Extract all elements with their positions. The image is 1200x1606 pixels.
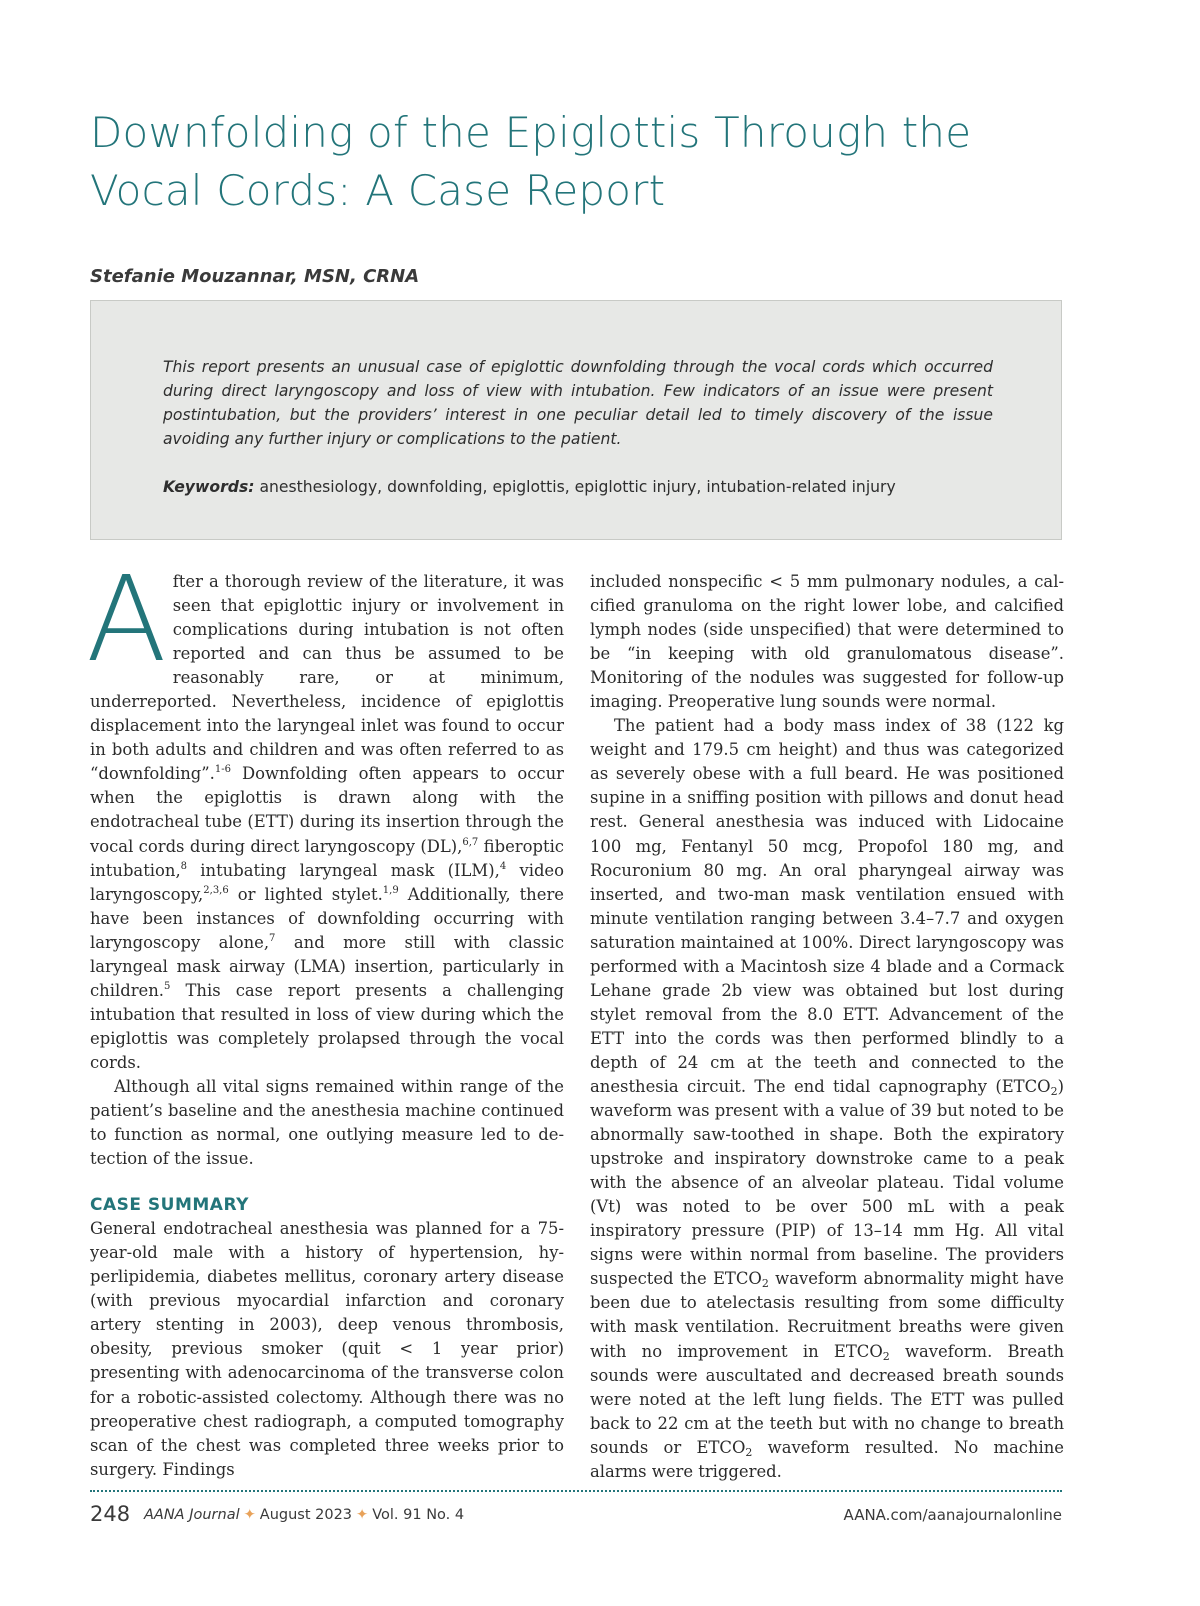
text-run: fiberoptic intubation, <box>90 836 564 880</box>
text-run: intubating laryngeal mask (ILM), <box>187 860 500 880</box>
citation-ref: 5 <box>164 980 171 992</box>
citation-ref: 7 <box>269 932 276 944</box>
text-run: The patient had a body mass index of 38 (122 kg weight and 179.5 cm height) and thus was categorized as severely obese with a full beard. He was positioned supine in a sniffing position with pillows and donut head rest. General anesthesia was induced with Lidocaine 100 mg, Fentanyl 50 mcg, Propofol 180 mg, and Rocuronium 80 mg. An oral pharyngeal airway was inserted, and two-man mask ventilation ensued with minute ventilation ranging between 3.4–7.7 and oxygen saturation maintained at 100%. Direct laryngoscopy was performed with a Macintosh size 4 blade and a Cormack Lehane grade 2b view was obtained but lost during stylet removal from the 8.0 ETT. Advancement of the ETT into the cords was then performed blindly to a depth of 24 cm at the teeth and connected to the anesthesia circuit. The end tidal capnography (ETCO <box>590 716 1064 1096</box>
keywords-list: anesthesiology, downfolding, epiglottis, epiglottic injury, intubation-related injury <box>259 478 896 496</box>
subscript: 2 <box>1050 1084 1058 1098</box>
footer-divider <box>90 1490 1062 1492</box>
text-run: or lighted stylet. <box>228 884 383 904</box>
page-footer <box>90 1500 1062 1530</box>
citation-ref: 2,3,6 <box>203 884 229 896</box>
text-run: waveform abnormality might have been due to atelectasis resulting from some difficulty with mask ventilation. Recruitment breaths were given with no improvement in ETCO <box>590 1269 1065 1361</box>
text-run: ) waveform was present with a value of 39 but noted to be abnormally saw-toothed in shape. Both the expiratory upstroke and inspiratory downstroke came to a peak with the absence of an alveolar plateau. Tidal volume (Vt) was noted to be over 500 mL with a peak inspiratory pressure (PIP) of 13–14 mm Hg. All vital signs were within normal from baseline. The providers suspected the ETCO <box>590 1076 1064 1289</box>
issue-number: No. 4 <box>426 1507 465 1523</box>
text-run: and more still with classic laryngeal mask airway (LMA) insertion, particularly in children. <box>90 932 565 1000</box>
section-heading-case-summary: CASE SUMMARY <box>90 1195 249 1216</box>
subscript: 2 <box>761 1277 769 1291</box>
volume: Vol. 91 <box>372 1507 422 1523</box>
intro-paragraph <box>86 550 565 1075</box>
body-paragraph <box>590 714 1064 1484</box>
citation-ref: 1-6 <box>214 764 231 776</box>
text-run: This case report presents a challenging intubation that resulted in loss of view during which the epiglottis was completely prolapsed through the vocal cords. <box>90 980 564 1072</box>
text-run: waveform resulted. No machine alarms were triggered. <box>590 1437 1065 1481</box>
text-run: fter a thorough review of the literature, it was seen that epiglottic injury or involvement in complications during intubation is not often reported and can thus be assumed to be reasonably rare, or at minimum, underreported. Nevertheless, incidence of epiglottis displacement into the laryngeal inlet was found to occur in both adults and children and was often referred to as “downfolding”. <box>90 572 564 784</box>
diamond-icon: ✦ <box>356 1507 369 1523</box>
subscript: 2 <box>882 1349 890 1363</box>
journal-name: AANA Journal <box>144 1507 240 1523</box>
keywords-label: Keywords: <box>163 478 255 496</box>
page-number: 248 <box>90 1502 131 1526</box>
text-run: video laryngoscopy, <box>90 860 565 904</box>
body-paragraph: included nonspecific < 5 mm pulmonary nodules, a calcified granuloma on the right lower lobe, and calcified lymph nodes (side unspecified) that were determined to be “in keeping with old granulomatous disease”. Monitoring of the nodules was suggested for follow-up imaging. Preoperative lung sounds were normal. <box>590 572 1064 712</box>
drop-cap: A <box>86 550 167 688</box>
right-column <box>590 570 1064 1484</box>
text-run: Additionally, there have been instances of downfolding occurring with laryngoscopy alone, <box>90 884 564 952</box>
abstract-box <box>90 300 1062 540</box>
text-run: waveform. Breath sounds were auscultated and decreased breath sounds were noted at the left lung fields. The ETT was pulled back to 22 cm at the teeth but with no change to breath sounds or ETCO <box>590 1341 1065 1457</box>
journal-url[interactable]: AANA.com/aanajournalonline <box>843 1506 1062 1524</box>
author-byline: Stefanie Mouzannar, MSN, CRNA <box>90 266 420 287</box>
citation-ref: 1,9 <box>382 884 399 896</box>
body-paragraph: General endotracheal anesthesia was planned for a 75-year-old male with a history of hypertension, hyperlipidemia, diabetes mellitus, coronary artery disease (with previous myocardial infarction and coronary artery stenting in 2003), deep venous thrombosis, obesity, previous smoker (quit < 1 year prior) presenting with adenocarcinoma of the transverse colon for a robotic-assisted colectomy. Although there was no preoperative chest radiograph, a computed tomography scan of the chest was completed three weeks prior to surgery. Findings <box>90 1219 564 1479</box>
citation-ref: 4 <box>499 860 507 872</box>
citation-ref: 8 <box>180 860 188 872</box>
issue-date: August 2023 <box>259 1507 353 1523</box>
body-paragraph: Although all vital signs remained within range of the patient’s baseline and the anesthesia machine continued to function as normal, one outlying measure led to detection of the issue. <box>90 1076 564 1169</box>
journal-info <box>144 1504 464 1526</box>
subscript: 2 <box>745 1445 753 1459</box>
citation-ref: 6,7 <box>462 836 479 848</box>
left-column <box>86 550 565 1482</box>
article-title: Downfolding of the Epiglottis Through the Vocal Cords: A Case Report <box>90 108 972 215</box>
text-run: Downfolding often appears to occur when the epiglottis is drawn along with the endotracheal tube (ETT) during its insertion through the vocal cords during direct laryngoscopy (DL), <box>90 764 564 856</box>
keywords-line <box>163 475 1023 499</box>
diamond-icon: ✦ <box>243 1507 256 1523</box>
abstract-text: This report presents an unusual case of epiglottic downfolding through the vocal cords which occurred during direct laryngoscopy and loss of view with intubation. Few indicators of an issue were present postintubation, but the providers’ interest in one peculiar detail led to timely discovery of the issue avoiding any further injury or complications to the patient. <box>163 358 993 448</box>
